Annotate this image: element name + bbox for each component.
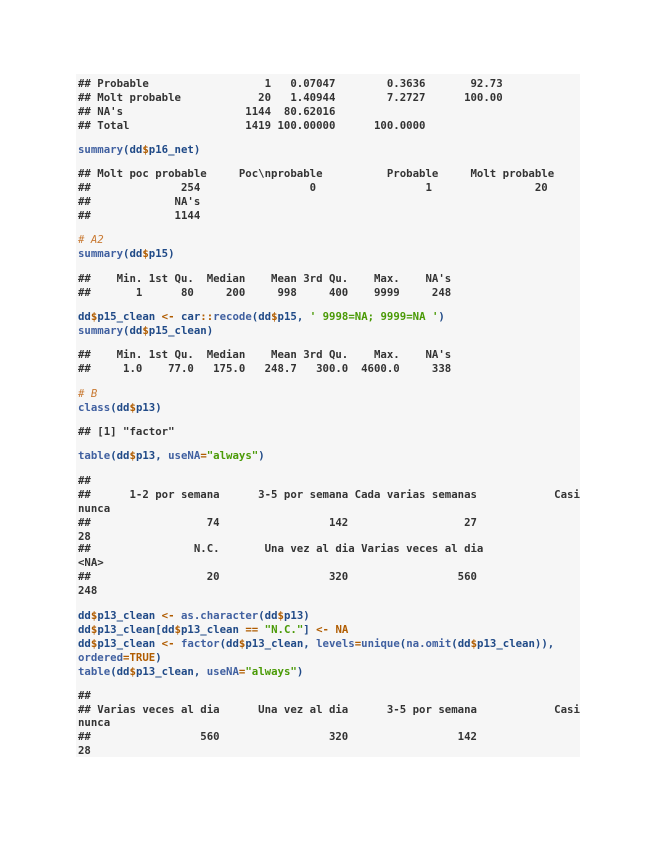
code-token: (dd <box>123 247 143 260</box>
code-token: (dd <box>110 665 130 678</box>
comment-line: # B <box>78 387 98 400</box>
code-token: ' 9998=NA; 9999=NA ' <box>309 310 439 323</box>
code-token: "always" <box>206 449 259 462</box>
output-line: ## Varias veces al dia Una vez al dia 3-5 por semana Casi <box>78 703 580 716</box>
code-token: <- <box>161 637 175 650</box>
code-token: $ <box>470 637 478 650</box>
code-token: $ <box>129 665 136 678</box>
output-line: ## Min. 1st Qu. Median Mean 3rd Qu. Max. NA's <box>78 272 452 285</box>
code-token: = <box>238 665 246 678</box>
code-token: == <box>245 623 259 636</box>
code-line <box>78 449 265 463</box>
code-token: (dd <box>251 310 272 323</box>
output-line: ## 74 142 27 <box>78 516 477 529</box>
code-token: $ <box>271 310 278 323</box>
code-token: p13, <box>135 449 169 462</box>
code-token: table <box>78 665 111 678</box>
code-token: recode <box>213 310 252 323</box>
output-line: ## <box>78 474 91 487</box>
code-token: p13) <box>283 609 310 622</box>
code-token: (dd <box>123 143 143 156</box>
output-line: ## <box>78 689 91 702</box>
code-line <box>78 401 162 415</box>
code-token: $ <box>90 310 98 323</box>
code-token: = <box>200 449 207 462</box>
code-line <box>78 324 213 338</box>
code-token: as.character <box>180 609 259 622</box>
code-token: $ <box>90 623 98 636</box>
code-token: levels <box>316 637 355 650</box>
output-line: ## 1.0 77.0 175.0 248.7 300.0 4600.0 338 <box>78 362 452 375</box>
comment-line: # A2 <box>78 233 104 246</box>
code-token: "always" <box>245 665 297 678</box>
code-token: useNA <box>168 449 201 462</box>
code-token: (dd <box>110 449 130 462</box>
output-line: ## 1 80 200 998 400 9999 248 <box>78 286 452 299</box>
code-line <box>78 623 348 637</box>
code-token: <- <box>316 623 329 636</box>
code-token: :: <box>200 310 214 323</box>
code-token: NA <box>335 623 349 636</box>
code-token: $ <box>142 324 149 337</box>
output-line: ## Molt poc probable Poc\nprobable Probable Molt probable <box>78 167 555 180</box>
code-token: summary <box>78 247 124 260</box>
code-token: (dd <box>110 401 130 414</box>
output-line: 28 <box>78 530 91 543</box>
code-token: ) <box>258 449 265 462</box>
code-token: $ <box>142 143 149 156</box>
code-token: ) <box>438 310 445 323</box>
output-line: ## [1] "factor" <box>78 425 175 438</box>
code-token: p13) <box>135 401 162 414</box>
code-line <box>78 665 303 679</box>
output-line: ## NA's 1144 80.62016 <box>78 105 336 118</box>
output-line: ## Probable 1 0.07047 0.3636 92.73 <box>78 77 503 90</box>
code-token: ) <box>155 651 162 664</box>
output-line: ## Total 1419 100.00000 100.0000 <box>78 119 426 132</box>
output-line: ## 1144 <box>78 209 201 222</box>
code-token: p13_clean[dd <box>97 623 175 636</box>
code-token: dd <box>78 623 91 636</box>
code-line <box>78 143 200 157</box>
code-token: ] <box>303 623 317 636</box>
code-token: $ <box>90 637 98 650</box>
output-line: ## 254 0 1 20 <box>78 181 548 194</box>
code-token: p15) <box>148 247 175 260</box>
code-token: dd <box>78 310 91 323</box>
code-line <box>78 609 310 623</box>
code-token: car <box>174 310 201 323</box>
code-token: (dd <box>219 637 239 650</box>
code-token: p15, <box>277 310 310 323</box>
code-token: summary <box>78 143 124 156</box>
code-token: dd <box>78 637 91 650</box>
code-token: p13_clean, <box>245 637 317 650</box>
code-token: useNA <box>206 665 239 678</box>
code-line <box>78 637 554 651</box>
output-line: ## NA's <box>78 195 201 208</box>
code-token: dd <box>78 609 91 622</box>
code-line <box>78 247 175 261</box>
output-line: ## Molt probable 20 1.40944 7.2727 100.00 <box>78 91 503 104</box>
code-token: $ <box>174 623 181 636</box>
code-token: ( <box>399 637 407 650</box>
code-token: (dd <box>258 609 278 622</box>
output-line: ## 560 320 142 <box>78 730 477 743</box>
code-token: p13_clean <box>180 623 246 636</box>
output-line: ## N.C. Una vez al dia Varias veces al dia <box>78 542 484 555</box>
code-token: p13_clean <box>97 609 162 622</box>
code-token: unique <box>361 637 400 650</box>
code-token: p13_clean <box>97 637 162 650</box>
code-token: <- <box>161 609 175 622</box>
output-line: <NA> <box>78 556 104 569</box>
code-token: p16_net) <box>148 143 201 156</box>
code-line <box>78 310 445 324</box>
code-token: $ <box>277 609 284 622</box>
code-token: ) <box>296 665 304 678</box>
code-token: $ <box>142 247 149 260</box>
code-token: TRUE <box>129 651 156 664</box>
code-token: ordered <box>78 651 124 664</box>
code-token: factor <box>180 637 220 650</box>
output-line: nunca <box>78 716 111 729</box>
code-token: class <box>78 401 111 414</box>
code-line <box>78 651 162 665</box>
code-token: $ <box>238 637 246 650</box>
code-token: p15_clean) <box>148 324 214 337</box>
output-line: 248 <box>78 584 98 597</box>
code-token: = <box>123 651 130 664</box>
output-line: ## 20 320 560 <box>78 570 477 583</box>
code-token: summary <box>78 324 124 337</box>
code-token: = <box>354 637 362 650</box>
code-token: p13_clean)), <box>477 637 555 650</box>
output-line: ## Min. 1st Qu. Median Mean 3rd Qu. Max. NA's <box>78 348 452 361</box>
code-token: table <box>78 449 111 462</box>
code-token: $ <box>90 609 98 622</box>
output-line: nunca <box>78 502 111 515</box>
code-token: na.omit <box>406 637 452 650</box>
code-token: p15_clean <box>97 310 162 323</box>
code-token: <- <box>161 310 175 323</box>
output-line: ## 1-2 por semana 3-5 por semana Cada varias semanas Casi <box>78 488 580 501</box>
output-line: 28 <box>78 744 91 757</box>
code-token: $ <box>129 449 136 462</box>
code-token: (dd <box>123 324 143 337</box>
code-token: "N.C." <box>264 623 304 636</box>
code-token: (dd <box>451 637 471 650</box>
code-token: p13_clean, <box>135 665 207 678</box>
code-token: $ <box>129 401 136 414</box>
